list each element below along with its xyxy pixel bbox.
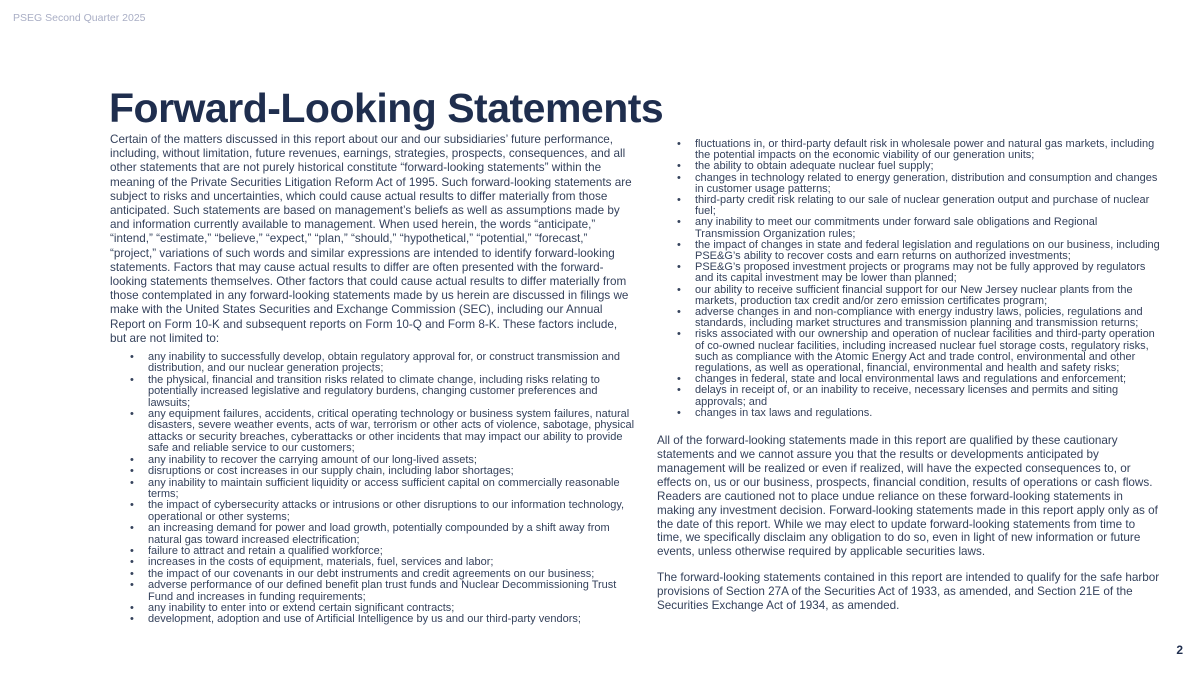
right-column xyxy=(657,139,1162,613)
bullet-item: • disruptions or cost increases in our supply chain, including labor shortages; xyxy=(110,466,635,477)
page-number: 2 xyxy=(1176,643,1183,657)
bullet-item: • fluctuations in, or third-party default risk in wholesale power and natural gas markets, including the potential impacts on the economic viability of our generation units; xyxy=(657,139,1162,161)
left-column xyxy=(110,133,635,626)
bullet-item: • any inability to recover the carrying amount of our long-lived assets; xyxy=(110,455,635,466)
bullet-item: • any inability to enter into or extend certain significant contracts; xyxy=(110,603,635,614)
bullet-item: • increases in the costs of equipment, materials, fuel, services and labor; xyxy=(110,557,635,568)
closing-paragraph-safe-harbor: The forward-looking statements contained in this report are intended to qualify for the safe harbor provisions of Section 27A of the Securities Act of 1933, as amended, and Section 21E of the Securities Exchange Act of 1934, as amended. xyxy=(657,571,1160,613)
bullet-item: • changes in federal, state and local environmental laws and regulations and enforcement; xyxy=(657,374,1162,385)
bullet-item: • risks associated with our ownership and operation of nuclear facilities and third-party operation of co-owned nuclear facilities, including increased nuclear fuel storage costs, regulatory risks, such as compliance with the Atomic Energy Act and trade control, environmental and other regulations, as well as operational, financial, environmental and health and safety risks; xyxy=(657,329,1162,374)
bullet-item: • our ability to receive sufficient financial support for our New Jersey nuclear plants from the markets, production tax credit and/or zero emission certificates program; xyxy=(657,285,1162,307)
bullet-item: • changes in tax laws and regulations. xyxy=(657,408,1162,419)
slide-header-label: PSEG Second Quarter 2025 xyxy=(13,12,146,24)
risk-factors-list-left xyxy=(110,352,635,626)
bullet-item: • the impact of our covenants in our debt instruments and credit agreements on our business; xyxy=(110,569,635,580)
bullet-item: • PSE&G’s proposed investment projects or programs may not be fully approved by regulators and its capital investment may be lower than planned; xyxy=(657,262,1162,284)
bullet-item: • failure to attract and retain a qualified workforce; xyxy=(110,546,635,557)
slide-title: Forward-Looking Statements xyxy=(109,85,664,132)
bullet-item: • an increasing demand for power and load growth, potentially compounded by a shift away from natural gas toward increased electrification; xyxy=(110,523,635,546)
bullet-item: • delays in receipt of, or an inability to receive, necessary licenses and permits and siting approvals; and xyxy=(657,385,1162,407)
risk-factors-list-right xyxy=(657,139,1162,419)
bullet-item: • changes in technology related to energy generation, distribution and consumption and changes in customer usage patterns; xyxy=(657,173,1162,195)
bullet-item: • any inability to successfully develop, obtain regulatory approval for, or construct transmission and distribution, and our nuclear generation projects; xyxy=(110,352,635,375)
bullet-item: • adverse changes in and non-compliance with energy industry laws, policies, regulations and standards, including market structures and transmission planning and transmission returns; xyxy=(657,307,1162,329)
bullet-item: • the ability to obtain adequate nuclear fuel supply; xyxy=(657,161,1162,172)
bullet-item: • development, adoption and use of Artificial Intelligence by us and our third-party vendors; xyxy=(110,614,635,625)
bullet-item: • any inability to maintain sufficient liquidity or access sufficient capital on commercially reasonable terms; xyxy=(110,478,635,501)
bullet-item: • any inability to meet our commitments under forward sale obligations and Regional Transmission Organization rules; xyxy=(657,217,1162,239)
bullet-item: • any equipment failures, accidents, critical operating technology or business system failures, natural disasters, severe weather events, acts of war, terrorism or other acts of violence, sabotage, physical attacks or security breaches, cyberattacks or other incidents that may impact our ability to provide safe and reliable service to our customers; xyxy=(110,409,635,455)
closing-paragraph-cautionary: All of the forward-looking statements made in this report are qualified by these cautionary statements and we cannot assure you that the results or developments anticipated by management will be realized or even if realized, will have the expected consequences to, or effects on, us or our business, prospects, financial condition, results of operations or cash flows. Readers are cautioned not to place undue reliance on these forward-looking statements in making any investment decision. Forward-looking statements made in this report apply only as of the date of this report. While we may elect to update forward-looking statements from time to time, we specifically disclaim any obligation to do so, even in light of new information or future events, unless otherwise required by applicable securities laws. xyxy=(657,434,1158,559)
bullet-item: • adverse performance of our defined benefit plan trust funds and Nuclear Decommissioning Trust Fund and increases in funding requirements; xyxy=(110,580,635,603)
bullet-item: • third-party credit risk relating to our sale of nuclear generation output and purchase of nuclear fuel; xyxy=(657,195,1162,217)
bullet-item: • the impact of cybersecurity attacks or intrusions or other disruptions to our information technology, operational or other systems; xyxy=(110,500,635,523)
bullet-item: • the physical, financial and transition risks related to climate change, including risks relating to potentially increased legislative and regulatory burdens, changing customer preferences and lawsuits; xyxy=(110,375,635,409)
bullet-item: • the impact of changes in state and federal legislation and regulations on our business, including PSE&G’s ability to recover costs and earn returns on authorized investments; xyxy=(657,240,1162,262)
intro-paragraph: Certain of the matters discussed in this report about our and our subsidiaries’ future performance, including, without limitation, future revenues, earnings, strategies, prospects, consequences, and all other statements that are not purely historical constitute “forward-looking statements” within the meaning of the Private Securities Litigation Reform Act of 1995. Such forward-looking statements are subject to risks and uncertainties, which could cause actual results to differ materially from those anticipated. Such statements are based on management’s beliefs as well as assumptions made by and information currently available to management. When used herein, the words “anticipate,” “intend,” “estimate,” “believe,” “expect,” “plan,” “should,” “hypothetical,” “potential,” “forecast,” “project,” variations of such words and similar expressions are intended to identify forward-looking statements. Factors that may cause actual results to differ are often presented with the forward-looking statements themselves. Other factors that could cause actual results to differ materially from those contemplated in any forward-looking statements made by us herein are discussed in filings we make with the United States Securities and Exchange Commission (SEC), including our Annual Report on Form 10-K and subsequent reports on Form 10-Q and Form 8-K. These factors include, but are not limited to: xyxy=(110,133,632,345)
